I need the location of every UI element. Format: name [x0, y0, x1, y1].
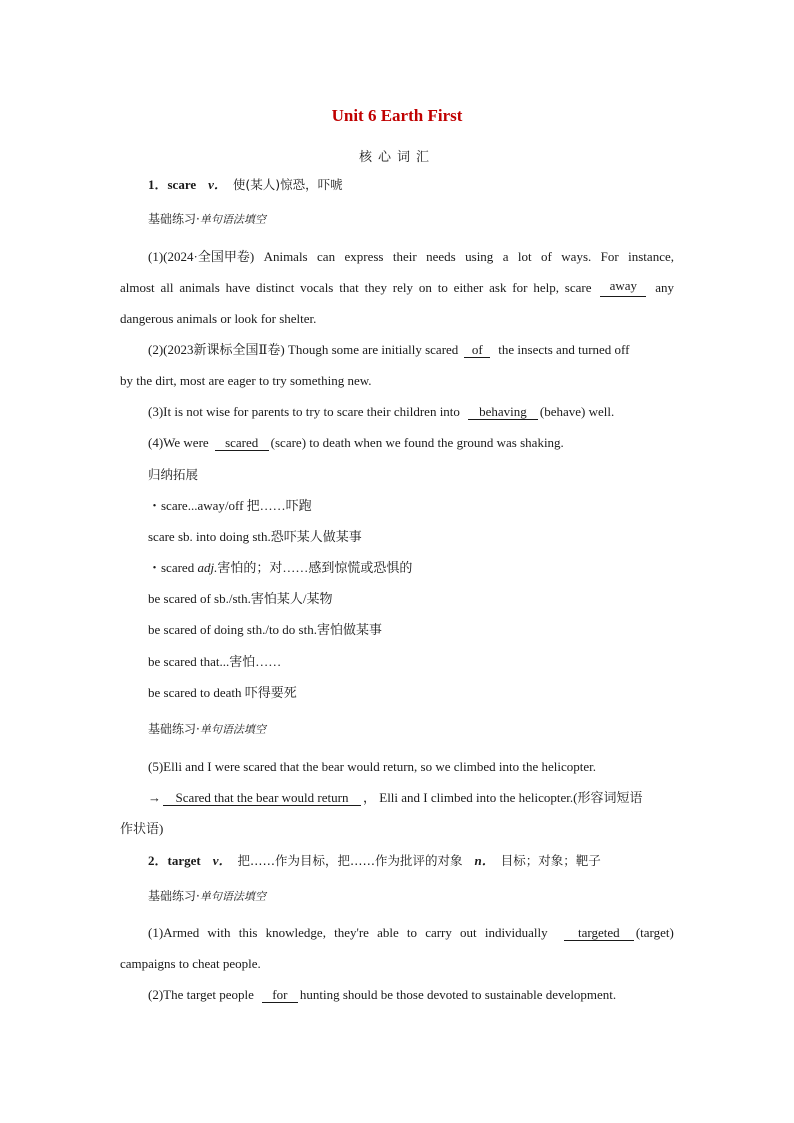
answer-blank: of [464, 343, 490, 358]
expansion-item: scare sb. into doing sth.恐吓某人做某事 [148, 529, 362, 544]
vocab-word: 1．scare [148, 177, 197, 192]
unit-title: Unit 6 Earth First [331, 106, 463, 125]
question-3: (3)It is not wise for parents to try to scare their children into behaving (behave) well. [148, 404, 615, 419]
vocab-entry-target: 2．target v． 把……作为目标，把……作为批评的对象 n． 目标；对象；靶子 [148, 853, 601, 868]
vocab-word: 2．target [148, 853, 201, 868]
exercise-label: 基础练习·单句语法填空 [148, 212, 266, 226]
vocab-meaning: 使(某人)惊恐，吓唬 [232, 177, 343, 192]
question-4: (4)We were scared (scare) to death when we found the ground was shaking. [148, 435, 564, 450]
exercise-label: 基础练习·单句语法填空 [148, 889, 266, 903]
answer-blank: for [262, 988, 298, 1003]
expansion-item: ・scare...away/off 把……吓跑 [148, 498, 312, 513]
question-1-line-3: dangerous animals or look for shelter. [120, 311, 317, 326]
target-question-1-line-2: campaigns to cheat people. [120, 956, 261, 971]
part-of-speech: v． [212, 853, 232, 868]
answer-blank: targeted [564, 926, 634, 941]
answer-blank: scared [215, 436, 269, 451]
target-question-2: (2)The target people for hunting should be those devoted to sustainable development. [148, 987, 617, 1002]
answer-blank: Scared that the bear would return [163, 791, 361, 806]
expansion-item: be scared that...害怕…… [148, 654, 282, 669]
question-1-line-2: almost all animals have distinct vocals that they rely on to either ask for help, scare away any [120, 278, 674, 295]
question-5: (5)Elli and I were scared that the bear would return, so we climbed into the helicopter. [148, 759, 596, 774]
question-5-rewrite-line-2: 作状语) [120, 821, 164, 836]
vocab-entry-scare [148, 176, 343, 194]
exercise-label: 基础练习·单句语法填空 [148, 722, 266, 736]
summary-label: 归纳拓展 [148, 467, 199, 482]
answer-blank: away [600, 279, 646, 297]
question-2-line-1: (2)(2023新课标全国Ⅱ卷) Though some are initially scared of the insects and turned off [148, 342, 630, 357]
expansion-item: ・scared adj.害怕的；对……感到惊慌或恐惧的 [148, 560, 413, 575]
question-2-line-2: by the dirt, most are eager to try something new. [120, 373, 372, 388]
expansion-item: be scared of sb./sth.害怕某人/某物 [148, 591, 333, 606]
target-question-1-line-1: (1)Armed with this knowledge, they're able to carry out individually targeted (target) [148, 925, 674, 940]
expansion-item: be scared to death 吓得要死 [148, 685, 297, 700]
question-1-line-1: (1)(2024·全国甲卷) Animals can express their needs using a lot of ways. For instance, [148, 249, 674, 264]
section-heading: 核心词汇 [358, 150, 435, 165]
expansion-item: be scared of doing sth./to do sth.害怕做某事 [148, 622, 382, 637]
part-of-speech: v． [208, 177, 227, 192]
answer-blank: behaving [468, 405, 538, 420]
question-5-rewrite: → Scared that the bear would return ， Elli and I climbed into the helicopter.(形容词短语 [148, 790, 643, 805]
